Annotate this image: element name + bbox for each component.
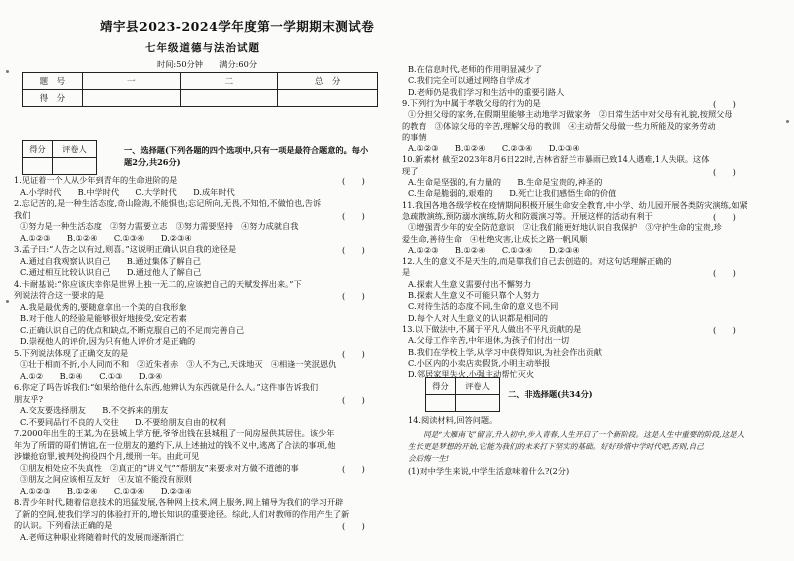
grader-cell (426, 395, 456, 412)
score-table (22, 72, 378, 107)
question-line: ①朋友相处应不失真性 ②真正的“讲义气”“帮朋友”来要求对方做不道德的事 (20, 462, 299, 473)
grader-name-label: 评卷人 (53, 141, 97, 158)
grader-cell (23, 158, 53, 175)
scan-dot (786, 120, 789, 123)
question-line: 我们 (14, 209, 31, 220)
question-line: C.对待生活的态度不同,生命的意义也不同 (408, 301, 559, 312)
grader-box-1 (22, 140, 97, 175)
question-line: 8.青少年时代,随着信息技术的迅猛发展,各种网上技术,网上服务,网上辅导为我们的学习开辟 (14, 497, 344, 507)
q14-subquestion-1: (1)对中学生来说,中学生活意味着什么?(2分) (408, 466, 570, 476)
question-line: D.邻居家里失火,小强主动帮忙灭火 (408, 369, 535, 380)
question-line: 列说法符合这一要求的是 (14, 290, 105, 300)
exam-title: 靖宇县2023-2024学年度第一学期期末测试卷 (100, 19, 375, 34)
question-line: B.我们在学校上学,从学习中获得知识,为社会作出贡献 (408, 346, 602, 357)
answer-paren[interactable]: ( ) (713, 268, 736, 279)
time-info: 时间:50分钟 满分:60分 (157, 59, 258, 69)
question-line: A.小学时代 B.中学时代 C.大学时代 D.成年时代 (20, 186, 235, 197)
question-line: B.在信息时代,老师的作用明显减少了 (408, 64, 543, 74)
question-line: 现了 (402, 165, 419, 176)
question-line: 年为了所谓的哥们情谊,在一位朋友的邀约下,从上述抽过的钱不义中,逃离了合法的事项,他 (14, 439, 336, 450)
question-line: 了新的空间,使我们学习的体验打开的,增长知识的重要途径。综此,人们对教师的作用产生了新 (14, 508, 350, 519)
question-line: 4.卡耐基说:“你应该庆幸你是世界上独一无二的,应该把自己的天赋发挥出来。”下 (14, 278, 302, 289)
answer-paren[interactable]: ( ) (713, 98, 736, 109)
question-line: D.每个人对人生意义的认识都是相同的 (408, 312, 548, 323)
grader-score-label: 得分 (426, 378, 456, 395)
header-cell: 一 (82, 73, 180, 90)
answer-paren[interactable]: ( ) (342, 245, 365, 255)
answer-paren[interactable]: ( ) (342, 394, 365, 405)
score-cell (278, 90, 378, 107)
answer-paren[interactable]: ( ) (342, 463, 365, 474)
section2-heading: 二、非选择题(共34分) (508, 389, 593, 399)
q14-material-line: 会后悔一生! (408, 454, 450, 463)
question-line: A.老师这种职业将随着时代的发展而逐渐消亡 (20, 531, 185, 542)
question-line: C.不要同品行不良的人交往 D.不要给朋友自由的权利 (20, 416, 226, 427)
question-line: 12.人生的意义不是天生的,而是靠我们自己去创造的。对这句话理解正确的 (402, 256, 672, 267)
header-cell: 总 分 (278, 73, 378, 90)
q14-heading: 14.阅读材料,回答问题。 (408, 415, 498, 425)
answer-paren[interactable]: ( ) (713, 324, 736, 335)
question-line: D.崇视他人的评价,因为只有他人评价才是正确的 (20, 336, 196, 346)
question-line: 急疏散演练,预防溺水演练,防火和防震演习等。开展这样的活动有利于 (402, 210, 653, 221)
question-line: 5.下列说法体现了正确交友的是 (14, 347, 129, 358)
grader-score-label: 得分 (23, 141, 53, 158)
question-line: 涉嫌抢窃罪,被判处拘役四个月,缓刑一年。由此可见 (14, 451, 200, 461)
question-line: A.①②③ B.①②④ C.②③④ D.①③④ (408, 143, 580, 154)
question-line: B.对于他人的经验是能够很好地接受,安定若素 (20, 313, 187, 323)
question-line: A.交友要选择朋友 B.不交拆来的朋友 (20, 405, 169, 415)
answer-paren[interactable]: ( ) (342, 521, 365, 531)
question-line: B.探索人生意义不可能只靠个人努力 (408, 290, 540, 300)
question-line: D.老师仍是我们学习和生活中的重要引路人 (408, 86, 565, 97)
question-line: C.小区内的小卖店卖假货,小明主动举报 (408, 357, 551, 368)
score-value-row (23, 90, 378, 107)
grader-cell (53, 158, 97, 175)
question-line: 是 (402, 267, 411, 278)
score-cell (180, 90, 278, 107)
question-line: A.我是最优秀的,要随意拿出一个美的自我形象 (20, 301, 187, 312)
scan-dot (6, 300, 9, 303)
right-column (398, 0, 794, 561)
question-line: C.通过相互比较认识自己 D.通过他人了解自己 (20, 267, 202, 277)
question-line: ①增强青少年的安全防范意识 ②让我们能更好地认识自我保护 ③守护生命的宝贵,珍 (408, 222, 722, 233)
question-line: 13.以下做法中,不属于平凡人做出不平凡贡献的是 (402, 323, 582, 334)
question-line: C.正确认识自己的优点和缺点,不断克服自己的不足而完善自己 (20, 324, 245, 335)
question-line: 1.见证着一个人从少年到青年的生命进阶的是 (14, 175, 178, 185)
question-line: C.生命是脆弱的,艰难的 D.死亡让我们感悟生命的价值 (408, 188, 617, 199)
q14-material-line: 生长更是梦想的开始,它能为我们的未来打下坚实的基础。好好珍惜中学时代吧,否则,自己 (408, 442, 704, 451)
header-cell: 题 号 (23, 73, 83, 90)
answer-paren[interactable]: ( ) (342, 291, 365, 301)
question-line: A.①②③ B.①②④ C.①③④ D.②③④ (20, 485, 192, 496)
question-line: 朋友乎? (14, 393, 43, 404)
question-line: 的认识。下列看法正确的是 (14, 520, 113, 530)
question-line: ①努力是一种生活态度 ②努力需要立志 ③努力需要坚持 ④努力成就自我 (20, 221, 299, 231)
question-line: ①壮于相而不折,小人同而不和 ②近朱者赤 ③人不为己,天诛地灭 ④相逢一笑泯恩仇 (20, 359, 337, 369)
question-line: 的教育 ③体谅父母的辛苦,理解父母的教训 ④主动帮父母做一些力所能及的家务劳动 (402, 120, 716, 131)
question-line: 爱生命,善待生命 ④杜绝灾害,让成长之路一帆风顺 (402, 233, 588, 244)
question-line: C.我们完全可以通过网络自学成才 (408, 75, 532, 86)
grader-box-2 (425, 377, 500, 412)
question-line: A.①② B.②④ C.①③ D.③④ (20, 370, 163, 381)
grader-cell (456, 395, 500, 412)
answer-paren[interactable]: ( ) (713, 211, 736, 222)
grader-name-label: 评卷人 (456, 378, 500, 395)
row-label: 得 分 (23, 90, 83, 107)
answer-paren[interactable]: ( ) (342, 176, 365, 186)
question-line: ③朋友之间应该相互友好 ④友谊不能没有原则 (20, 474, 192, 484)
question-line: A.①②③ B.①②④ C.①③④ D.②③④ (20, 232, 192, 243)
exam-subtitle: 七年级道德与法治试题 (145, 42, 260, 54)
section1-heading-cont: 题2分,共26分) (124, 157, 181, 167)
question-line: 3.孟子曰:“人告之以有过,则喜。”这说明正确认识自我的途径是 (14, 244, 237, 254)
score-cell (82, 90, 180, 107)
q14-material-line: 同是“大雁南飞”留言,升入初中,步入青春,人生开启了一个新阶段。这是人生中重要的阶段,这是人 (408, 430, 745, 439)
scan-dot (6, 70, 9, 73)
section1-heading: 一、选择题(下列各题的四个选项中,只有一项是最符合题意的。每小 (124, 145, 369, 155)
question-line: 的事情 (402, 131, 427, 142)
question-line: 6.你定了吗告诉我们:“如果给他什么东西,他辨认为东西就是什么人。”这件事告诉我们 (14, 382, 319, 392)
answer-paren[interactable]: ( ) (342, 348, 365, 359)
score-header-row (23, 73, 378, 90)
question-line: A.探索人生意义需要付出不懈努力 (408, 278, 532, 289)
question-line: 11.我国各地各级学校在疫情期间积极开展生命安全教育,中小学、幼儿园开展各类防灾演练,如紧 (402, 199, 748, 210)
answer-paren[interactable]: ( ) (713, 166, 736, 177)
question-line: A.父母工作辛苦,中年退休,为孩子们付出一切 (408, 335, 570, 346)
question-line: 7.2000年出生的王某,为在县城上学方便,爷爷出钱在县城租了一间房屋供其居住。该少年 (14, 428, 335, 438)
question-line: 9.下列行为中属于孝敬父母的行为的是 (402, 97, 541, 108)
question-line: A.通过自我观察认识自己 B.通过集体了解自己 (20, 255, 201, 266)
question-line: A.生命是坚强的,有力量的 B.生命是宝贵的,神圣的 (408, 177, 603, 187)
answer-paren[interactable]: ( ) (342, 210, 365, 221)
question-line: 2.忘记苦的,是一种生活态度,奇山险海,不能惧也;忘记所向,无畏,不知怕,不做怕也,告诉 (14, 198, 322, 208)
question-line: 10.新素材 截至2023年8月6日22时,吉林省舒兰市暴雨已致14人遇难,1人失联。这体 (402, 154, 710, 165)
question-line: ①分担父母的家务,在假期里能够主动地学习做家务 ②日常生活中对父母有礼貌,按照父母 (408, 109, 733, 120)
question-line: A.①②③ B.①②④ C.①③④ D.②③④ (408, 244, 580, 255)
header-cell: 二 (180, 73, 278, 90)
